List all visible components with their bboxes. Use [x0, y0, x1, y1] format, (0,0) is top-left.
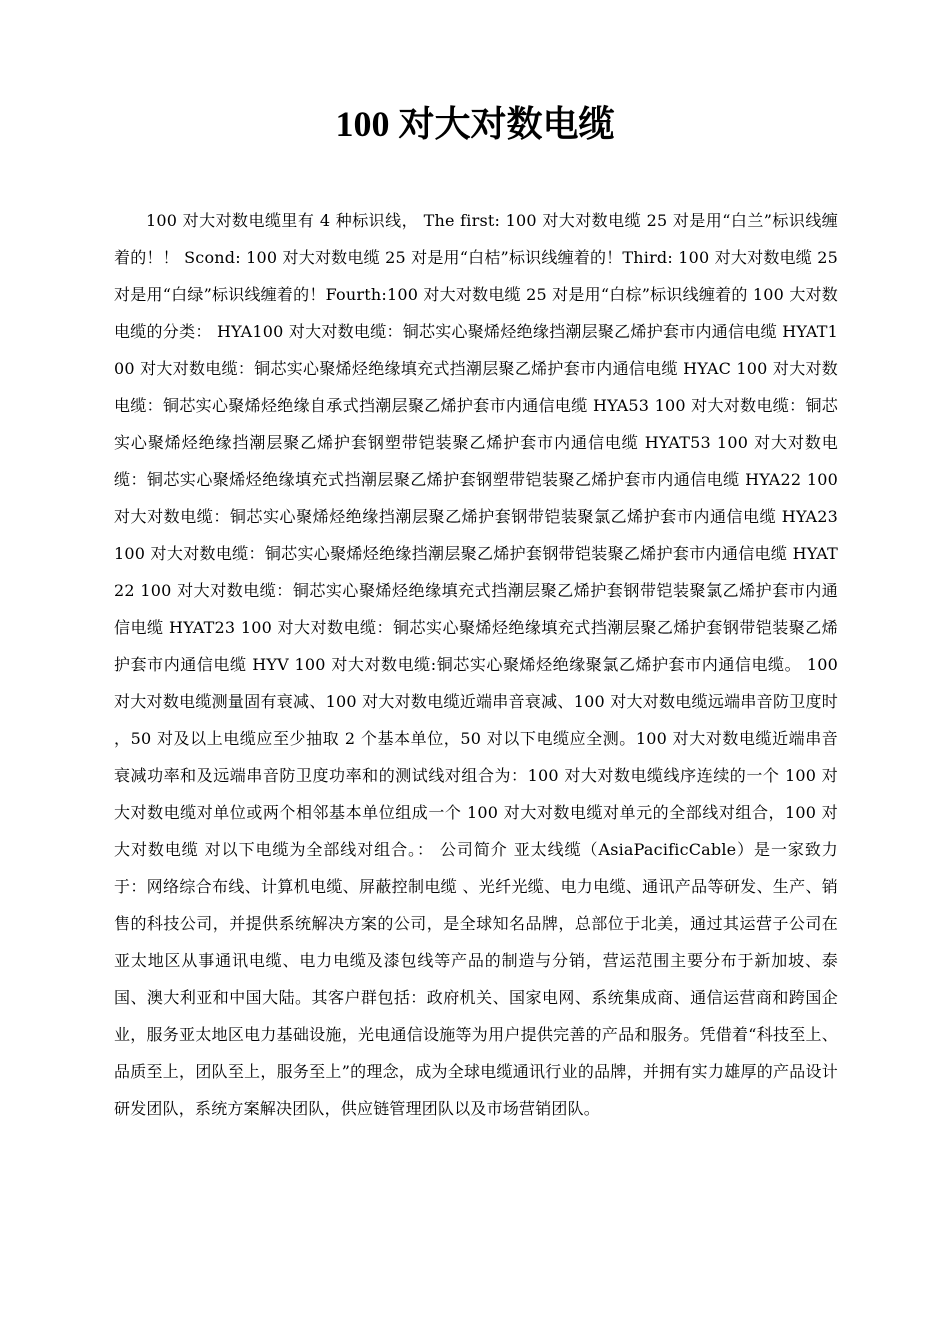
document-title: 100 对大对数电缆 [335, 104, 615, 144]
document-body-paragraph: 100 对大对数电缆里有 4 种标识线， The first: 100 对大对数电缆 25 对是用“白兰”标识线缠着的！！ Scond: 100 对大对数电缆 25 对是用“白桔”标识线缠着的！Third: 100 对大对数电缆 25 对是用“白绿”标识线缠着的！Fourth:100 对大对数电缆 25 对是用“白棕”标识线缠着的 100 大对数电缆的分类： HYA100 对大对数电缆：铜芯实心聚烯烃绝缘挡潮层聚乙烯护套市内通信电缆 HYAT100 对大对数电缆：铜芯实心聚烯烃绝缘填充式挡潮层聚乙烯护套市内通信电缆 HYAC 100 对大对数电缆：铜芯实心聚烯烃绝缘自承式挡潮层聚乙烯护套市内通信电缆 HYA53 100 对大对数电缆：铜芯实心聚烯烃绝缘挡潮层聚乙烯护套钢塑带铠装聚乙烯护套市内通信电缆 HYAT53 100 对大对数电缆：铜芯实心聚烯烃绝缘填充式挡潮层聚乙烯护套钢塑带铠装聚乙烯护套市内通信电缆 HYA22 100 对大对数电缆：铜芯实心聚烯烃绝缘挡潮层聚乙烯护套钢带铠装聚氯乙烯护套市内通信电缆 HYA23 100 对大对数电缆：铜芯实心聚烯烃绝缘挡潮层聚乙烯护套钢带铠装聚乙烯护套市内通信电缆 HYAT22 100 对大对数电缆：铜芯实心聚烯烃绝缘填充式挡潮层聚乙烯护套钢带铠装聚氯乙烯护套市内通信电缆 HYAT23 100 对大对数电缆：铜芯实心聚烯烃绝缘填充式挡潮层聚乙烯护套钢带铠装聚乙烯护套市内通信电缆 HYV 100 对大对数电缆:铜芯实心聚烯烃绝缘聚氯乙烯护套市内通信电缆。 100 对大对数电缆测量固有衰减、100 对大对数电缆近端串音衰减、100 对大对数电缆远端串音防卫度时 ，50 对及以上电缆应至少抽取 2 个基本单位，50 对以下电缆应全测。100 对大对数电缆近端串音衰减功率和及远端串音防卫度功率和的测试线对组合为：100 对大对数电缆线序连续的一个 100 对大对数电缆对单位或两个相邻基本单位组成一个 100 对大对数电缆对单元的全部线对组合，100 对大对数电缆 对以下电缆为全部线对组合。： 公司简介 亚太线缆（AsiaPacificCable）是一家致力于：网络综合布线、计算机电缆、屏蔽控制电缆 、光纤光缆、电力电缆、通讯产品等研发、生产、销售的科技公司，并提供系统解决方案的公司，是全球知名品牌，总部位于北美，通过其运营子公司在亚太地区从事通讯电缆、电力电缆及漆包线等产品的制造与分销，营运范围主要分布于新加坡、泰国、澳大利亚和中国大陆。其客户群包括：政府机关、国家电网、系统集成商、通信运营商和跨国企业，服务亚太地区电力基础设施，光电通信设施等为用户提供完善的产品和服务。凭借着“科技至上、品质至上，团队至上，服务至上”的理念，成为全球电缆通讯行业的品牌，并拥有实力雄厚的产品设计研发团队，系统方案解决团队，供应链管理团队以及市场营销团队。 [114, 211, 838, 1118]
